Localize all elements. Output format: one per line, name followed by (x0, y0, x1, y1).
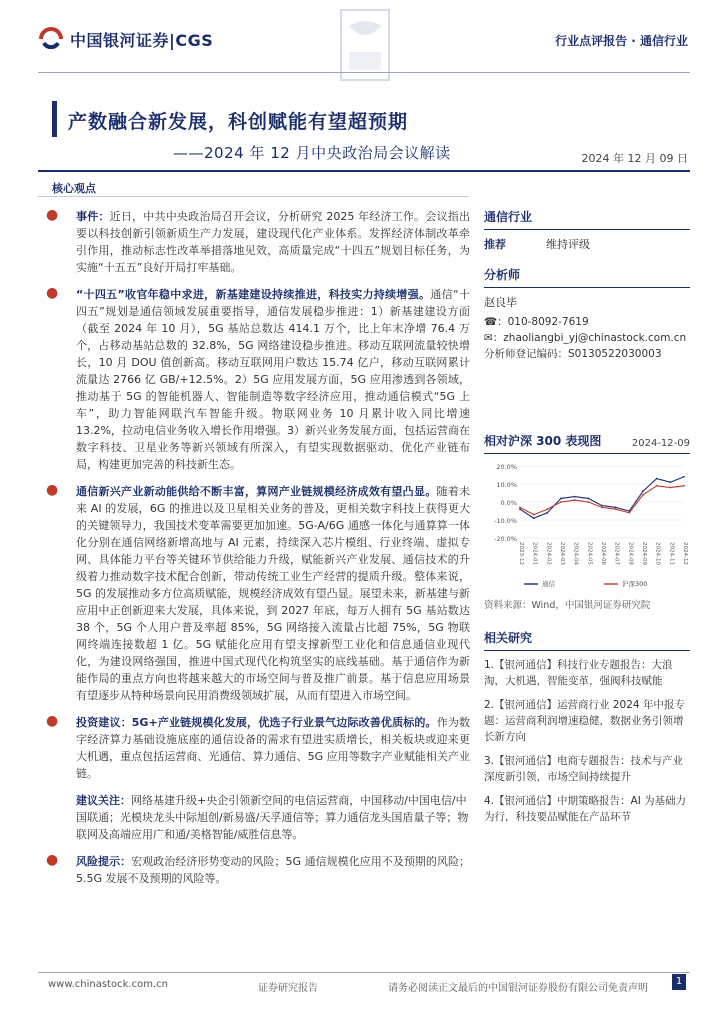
performance-chart-svg (484, 458, 690, 593)
logo-text: 中国银河证券|CGS (70, 30, 214, 50)
chart-source: 资料来源：Wind，中国银河证券研究院 (484, 600, 651, 611)
title-accent-bar (52, 101, 57, 137)
chart-point (533, 514, 535, 516)
chart-legend-label: 沪深300 (622, 580, 648, 588)
paragraph-body: 通信“十四五”规划是通信领域发展重要指导，通信发展稳步推进：1）新基建建设方面（截至 2024 年 10 月），5G 基站总数达 414.1 万个，比上年末净增 76.4 万个，占移动基站总数的 32.8%，5G 网络建设稳步推进。移动互联网流量较快增长，10 月 DOU 值创新高。移动互联网用户数达 15.74 亿户，移动互联网累计流量达 2766 亿 GB/+12.5%。2）5G 应用发展方面，5G 应用渗透到各领域，推动基于 5G 的智能机器人、智能制造等数字经济应用，推动通信模式“5G 上车”，助力智能网联汽车智能升级。物联网业务 10 月累计收入同比增速 13.2%，拉动电信业务收入增长作用增强。3）新兴业务发展方面，包括运营商在数字科技、卫星业务等新兴领域有所深入，有望实现数据驱动、优化产业链布局，构建更加完善的科技新生态。 (76, 288, 470, 471)
bullet-icon: ● (46, 285, 59, 301)
chart-title: 相对沪深 300 表现图 (484, 434, 602, 448)
chart-point (519, 507, 521, 509)
report-title: 产数融合新发展，科创赋能有望超预期 (68, 111, 409, 133)
analyst-name: 赵良毕 (484, 296, 517, 309)
chart-x-tick-label: 2024-04 (572, 542, 579, 565)
chart-x-tick-label: 2024-09 (641, 542, 647, 565)
paragraph-investment (40, 714, 470, 782)
chart-y-tick-label: 20.0% (496, 463, 517, 471)
core-views-label: 核心观点 (52, 182, 96, 195)
related-item[interactable]: 2.【银河通信】运营商行业 2024 年中报专题：运营商利润增速稳健，数据业务引领增长新方向 (484, 699, 685, 743)
chart-point (546, 508, 548, 510)
footer-disclaimer: 请务必阅读正文最后的中国银河证券股份有限公司免责声明 (388, 983, 648, 994)
chart-point (615, 508, 617, 510)
chart-x-tick-label: 2024-12 (682, 542, 688, 565)
paragraph-heading: 通信新兴产业新动能供给不断丰富，算网产业链规模经济成效有望凸显。 (76, 485, 437, 498)
chart-point (642, 490, 644, 492)
analyst-license: 分析师登记编码：S0130522030003 (484, 348, 662, 360)
chart-point (615, 507, 617, 509)
chart-x-tick-label: 2024-05 (586, 542, 593, 565)
report-subtitle: ——2024 年 12 月中央政治局会议解读 (173, 144, 451, 162)
paragraph-heading: 事件： (76, 210, 110, 223)
chart-point (601, 505, 603, 507)
rating-value: 维持评级 (546, 238, 590, 251)
paragraph-body: 作为数字经济算力基础设施底座的通信设备的需求有望进实质增长，相关板块或迎来更大机遇，重点包括运营商、光通信、算力通信、5G 应用等数字产业赋能相关产业链。 (76, 716, 470, 780)
bullet-icon: ● (46, 713, 59, 729)
main-content (40, 208, 470, 897)
chart-point (533, 517, 535, 519)
chart-point (642, 494, 644, 496)
chart-point (683, 476, 685, 478)
brand-logo (38, 26, 213, 52)
chart-point (587, 498, 589, 500)
chart-x-tick-label: 2023-12 (518, 542, 524, 565)
chart-point (560, 498, 562, 500)
paragraph-body: 近日，中共中央政治局召开会议，分析研究 2025 年经济工作。会议指出要以科技创新引领新质生产力发展，建设现代化产业体系。发挥经济体制改革牵引作用，推动标志性改革举措落地见效，高质量完成“十四五”规划目标任务，为实施“十五五”良好开局打牢基础。 (76, 210, 470, 274)
paragraph-body: 网络基建升级+央企引领新空间的电信运营商，中国移动/中国电信/中国联通；光模块龙头中际旭创/新易盛/天孚通信等；算力通信龙头国盾量子等；物联网及高端应用广和通/美格智能/威胜信息等。 (76, 794, 469, 841)
chart-point (669, 481, 671, 483)
paragraph-new-momentum (40, 483, 470, 704)
chart-series-line-1 (520, 486, 684, 515)
page-header (0, 0, 724, 86)
chart-point (656, 485, 658, 487)
paragraph-heading: “十四五”收官年稳中求进，新基建建设持续推进，科技实力持续增强。 (76, 288, 431, 301)
header-divider (38, 72, 690, 73)
related-item[interactable]: 3.【银河通信】电商专题报告：技术与产业深度新引领，市场空间持续提升 (484, 755, 684, 783)
title-divider (38, 170, 690, 172)
chart-x-tick-label: 2024-11 (668, 542, 675, 565)
paragraph-body: 宏观政治经济形势变动的风险；5G 通信规模化应用不及预期的风险；5.5G 发展不及预期的风险等。 (76, 855, 470, 885)
footer-divider (38, 972, 690, 973)
paragraph-heading: 投资建议：5G+产业链规模化发展，优选子行业景气边际改善优质标的。 (76, 716, 437, 729)
chart-point (587, 501, 589, 503)
paragraph-risk (40, 853, 470, 887)
chart-point (669, 487, 671, 489)
related-item[interactable]: 1.【银河通信】科技行业专题报告：大浪淘，大机遇，智能变革，强阀科技赋能 (484, 659, 673, 687)
chart-point (519, 508, 521, 510)
chart-y-tick-label: 10.0% (496, 481, 517, 489)
chart-y-tick-label: -10.0% (494, 517, 517, 525)
paragraph-body: 随着未来 AI 的发展，6G 的推进以及卫星相关业务的普及，更相关数字科技上获得更大的关键领导力，我国技术变革需要更加加速。5G-A/6G 通感一体化与通算算一体化分别在通信网络新增高地与 AI 元素，持续深入芯片模组、行业终端、虚拟专网、具体能力平台等关键环节供给能力升级，赋能新兴产业发展、通信技术的升级着力推动数字技术配合创新，带动传统工业生产经营的提质升级。整体来说，5G 的发展推动多方位高质赋能，规模经济成效有望凸显。展望未来，新基建与新应用中正创新迎来大发展，具体来说，到 2027 年底，每万人拥有 5G 基站数达 38 个，5G 个人用户普及率超 85%，5G 网络接入流量占比超 75%，5G 物联网终端连接数超 1 亿。5G 赋能化应用有望支撑新型工业化和信息通信业现代化，为建设网络强国，推进中国式现代化构筑坚实的底线基础。基于通信作为新能作局的重点方向也将越来越大的市场空间与普及推广前景。基于信息应用场景有望逐步从特种场景向民用消费级领域扩展，从而有望进入市场空间。 (76, 485, 470, 702)
paragraph-event (40, 208, 470, 276)
chart-point (683, 485, 685, 487)
paragraph-attention (40, 792, 470, 843)
performance-chart (484, 458, 690, 593)
chart-point (628, 512, 630, 514)
chart-x-tick-label: 2024-01 (531, 542, 538, 565)
analyst-title: 分析师 (484, 266, 690, 288)
footer-doc-type: 证券研究报告 (258, 983, 318, 994)
related-title: 相关研究 (484, 629, 690, 651)
rating-row (484, 236, 690, 252)
report-category: 行业点评报告 · 通信行业 (555, 34, 688, 48)
chart-point (546, 512, 548, 514)
chart-point (574, 499, 576, 501)
bullet-icon: ● (46, 482, 59, 498)
industry-title: 通信行业 (484, 208, 690, 230)
core-views-divider (38, 196, 468, 197)
chart-point (656, 478, 658, 480)
chart-series-line-0 (520, 477, 684, 518)
paragraph-heading: 建议关注： (76, 794, 131, 807)
rating-label: 推荐 (484, 238, 506, 251)
analyst-phone: ☎：010-8092-7619 (484, 316, 589, 328)
paragraph-fourteenth-plan (40, 286, 470, 473)
chart-point (601, 507, 603, 509)
chart-x-tick-label: 2024-10 (654, 542, 661, 565)
chart-x-tick-label: 2024-02 (545, 542, 552, 565)
related-item[interactable]: 4.【银河通信】中期策略报告：AI 为基础力为行，科技要品赋能在产品环节 (484, 795, 687, 823)
chart-point (560, 501, 562, 503)
chart-x-tick-label: 2024-06 (600, 542, 606, 565)
chart-y-tick-label: -20.0% (494, 535, 517, 543)
page-number: 1 (672, 974, 686, 990)
bullet-icon: ● (46, 852, 59, 868)
chart-x-tick-label: 2024-03 (559, 542, 565, 565)
report-date: 2024 年 12 月 09 日 (581, 152, 688, 165)
footer-website[interactable]: www.chinastock.com.cn (48, 979, 168, 990)
analyst-email[interactable]: ✉：zhaoliangbi_yj@chinastock.com.cn (484, 332, 687, 344)
bullet-icon: ● (46, 207, 59, 223)
sidebar (484, 208, 690, 833)
chart-x-tick-label: 2024-08 (627, 542, 634, 565)
chart-x-tick-label: 2024-07 (613, 542, 620, 565)
chart-date: 2024-12-09 (631, 438, 690, 449)
chart-header (484, 432, 690, 454)
cgs-logo-icon (38, 26, 64, 52)
chart-legend-label: 通信 (542, 580, 555, 588)
paragraph-heading: 风险提示： (76, 855, 132, 868)
chart-y-tick-label: 0.0% (500, 499, 517, 507)
chart-point (574, 496, 576, 498)
